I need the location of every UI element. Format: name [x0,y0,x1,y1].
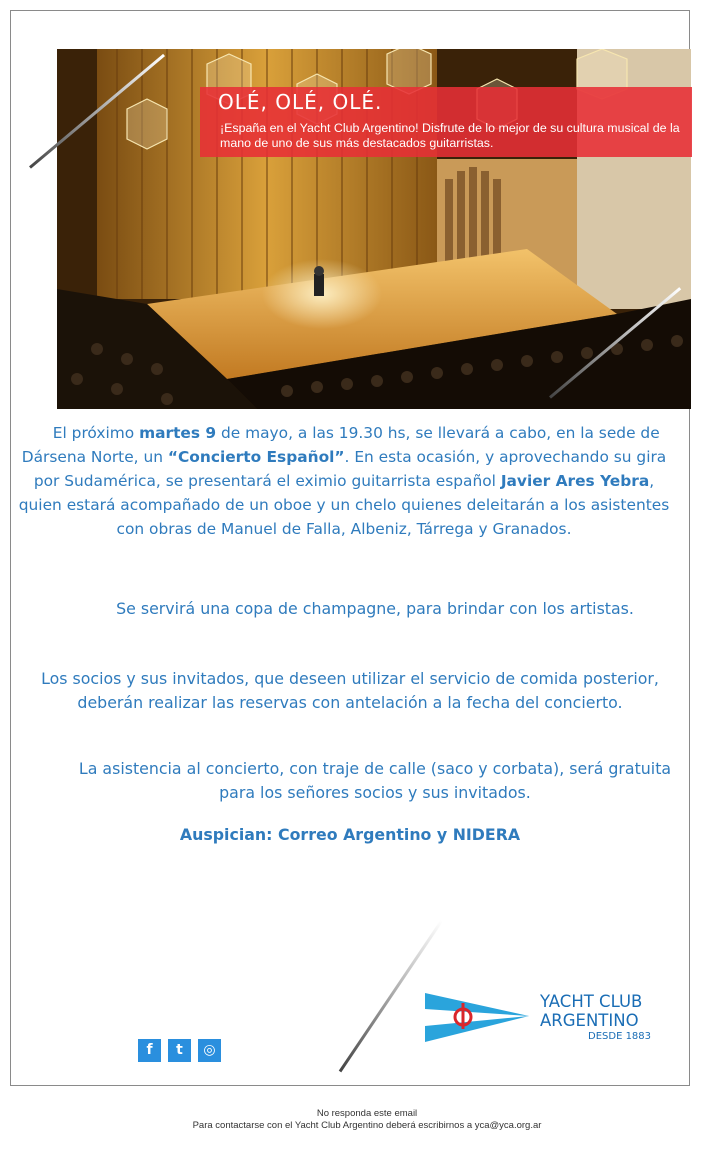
artist-name: Javier Ares Yebra [500,472,650,490]
event-title: “Concierto Español” [167,448,345,466]
champagne-note: Se servirá una copa de champagne, para brindar con los artistas. [116,599,634,618]
logo-text-argentino: ARGENTINO [540,1011,639,1030]
headline-title: OLÉ, OLÉ, OLÉ. [218,90,383,114]
facebook-icon[interactable]: f [138,1039,161,1062]
dinner-note: Los socios y sus invitados, que deseen utilizar el servicio de comida posterior, deberán realizar las reservas con antelación a la fecha del concierto. [41,669,659,712]
headline-banner [200,87,692,157]
club-pennant-icon [425,993,530,1043]
logo-text-yacht-club: YACHT CLUB [540,992,643,1011]
event-description: El próximo martes 9 de mayo, a las 19.30 hs, se llevará a cabo, en la sede de Dársena Norte, un “Concierto Español”. En esta ocasión, y aprovechando su gira por Sudamérica, se presentará el eximio guitarrista español Javier Ares Yebra, quien estará acompañado de un oboe y un chelo quienes deleitarán a los asistentes con obras de Manuel de Falla, Albeniz, Tárrega y Granados. [18,424,670,538]
dress-code-note: La asistencia al concierto, con traje de calle (saco y corbata), será gratuita para los señores socios y sus invitados. [78,759,672,802]
no-reply-notice: No responda este email [316,1108,418,1119]
contact-notice: Para contactarse con el Yacht Club Argentino deberá escribirnos a yca@yca.org.ar [192,1120,542,1131]
instagram-icon[interactable]: ◎ [198,1039,221,1062]
event-date: martes 9 [139,424,217,442]
sponsors: Auspician: Correo Argentino y NIDERA [179,825,521,844]
logo-text-since: DESDE 1883 [588,1031,652,1042]
headline-subtitle: ¡España en el Yacht Club Argentino! Disfrute de lo mejor de su cultura musical de la mano de uno de sus más destacados guitarristas. [220,121,680,150]
twitter-icon[interactable]: t [168,1039,191,1062]
